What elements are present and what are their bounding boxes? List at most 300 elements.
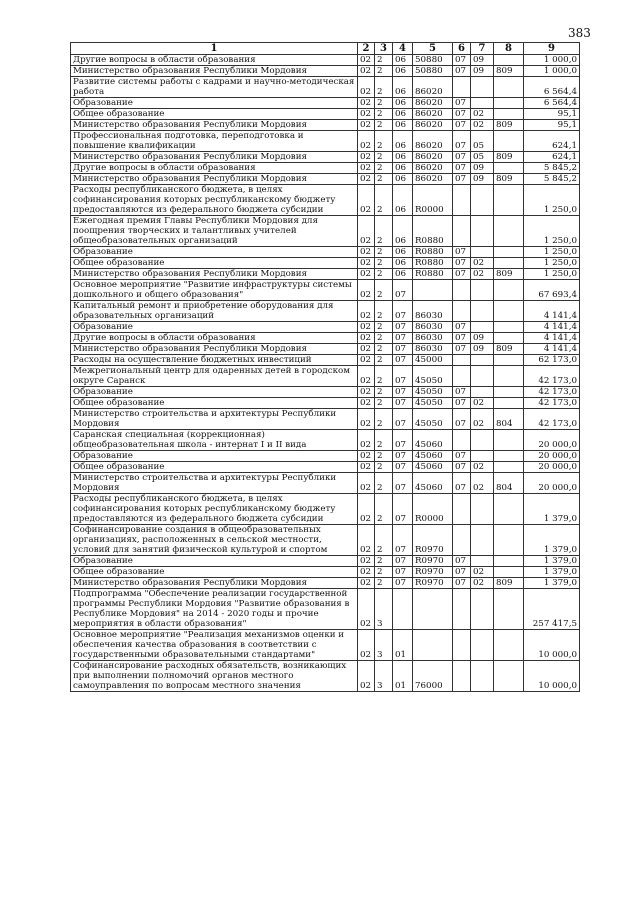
row-direction	[413, 280, 453, 301]
row-direction: 86030	[413, 333, 453, 344]
row-section	[453, 77, 471, 98]
row-amount: 6 564,4	[524, 77, 580, 98]
row-amount: 1 250,0	[524, 185, 580, 216]
row-amount: 1 379,0	[524, 556, 580, 567]
row-subsection: 09	[471, 344, 494, 355]
row-name: Общее образование	[71, 567, 358, 578]
table-row	[71, 462, 580, 473]
row-section: 07	[453, 174, 471, 185]
row-section	[453, 494, 471, 525]
table-row	[71, 131, 580, 152]
row-name: Министерство образования Республики Мордовия	[71, 120, 358, 131]
row-program: 02	[358, 462, 375, 473]
row-amount: 1 250,0	[524, 216, 580, 247]
row-section: 07	[453, 98, 471, 109]
row-subprogram: 3	[375, 661, 393, 692]
row-program: 02	[358, 578, 375, 589]
row-name: Министерство образования Республики Мордовия	[71, 66, 358, 77]
row-subprogram: 3	[375, 630, 393, 661]
row-section	[453, 525, 471, 556]
row-direction: 45060	[413, 430, 453, 451]
row-direction: 76000	[413, 661, 453, 692]
row-measure: 06	[393, 163, 413, 174]
table-row	[71, 366, 580, 387]
row-program: 02	[358, 589, 375, 630]
row-name: Министерство строительства и архитектуры Республики Мордовия	[71, 409, 358, 430]
row-measure: 07	[393, 322, 413, 333]
row-amount: 1 250,0	[524, 258, 580, 269]
row-subsection	[471, 525, 494, 556]
row-ministry: 809	[494, 66, 524, 77]
row-name: Расходы республиканского бюджета, в целях софинансирования которых республиканскому бюджету предоставляются из федерального бюджета субсидии	[71, 185, 358, 216]
table-row	[71, 630, 580, 661]
row-name: Министерство образования Республики Мордовия	[71, 152, 358, 163]
row-subprogram: 2	[375, 269, 393, 280]
row-direction	[413, 630, 453, 661]
row-amount: 62 173,0	[524, 355, 580, 366]
row-program: 02	[358, 247, 375, 258]
row-ministry: 809	[494, 120, 524, 131]
row-ministry	[494, 258, 524, 269]
row-subprogram: 3	[375, 589, 393, 630]
row-amount: 1 379,0	[524, 578, 580, 589]
row-subprogram: 2	[375, 578, 393, 589]
row-direction: 86030	[413, 344, 453, 355]
row-section: 07	[453, 258, 471, 269]
row-subprogram: 2	[375, 451, 393, 462]
row-subsection	[471, 216, 494, 247]
row-direction: R0970	[413, 578, 453, 589]
row-measure: 07	[393, 473, 413, 494]
row-section: 07	[453, 247, 471, 258]
row-name: Другие вопросы в области образования	[71, 163, 358, 174]
row-amount: 20 000,0	[524, 462, 580, 473]
row-section	[453, 430, 471, 451]
row-subsection	[471, 98, 494, 109]
row-measure: 07	[393, 451, 413, 462]
row-direction: 86020	[413, 163, 453, 174]
row-subsection	[471, 355, 494, 366]
row-subsection: 02	[471, 567, 494, 578]
row-program: 02	[358, 355, 375, 366]
row-subprogram: 2	[375, 301, 393, 322]
row-section: 07	[453, 578, 471, 589]
row-subsection: 02	[471, 398, 494, 409]
row-subprogram: 2	[375, 258, 393, 269]
row-amount: 1 000,0	[524, 55, 580, 66]
row-program: 02	[358, 269, 375, 280]
row-program: 02	[358, 174, 375, 185]
row-section: 07	[453, 163, 471, 174]
row-measure: 07	[393, 398, 413, 409]
row-amount: 42 173,0	[524, 387, 580, 398]
table-row	[71, 387, 580, 398]
row-subprogram: 2	[375, 216, 393, 247]
row-direction: R0880	[413, 269, 453, 280]
row-section	[453, 301, 471, 322]
row-direction: 50880	[413, 66, 453, 77]
row-name: Общее образование	[71, 398, 358, 409]
row-amount: 4 141,4	[524, 322, 580, 333]
row-name: Министерство образования Республики Мордовия	[71, 269, 358, 280]
table-row	[71, 451, 580, 462]
row-ministry: 804	[494, 473, 524, 494]
column-header: 8	[494, 43, 524, 55]
row-name: Образование	[71, 247, 358, 258]
row-measure	[393, 589, 413, 630]
table-row	[71, 355, 580, 366]
row-subprogram: 2	[375, 120, 393, 131]
row-ministry	[494, 355, 524, 366]
row-program: 02	[358, 344, 375, 355]
row-measure: 07	[393, 525, 413, 556]
row-ministry	[494, 494, 524, 525]
row-name: Саранская специальная (коррекционная) общеобразовательная школа - интернат I и II вида	[71, 430, 358, 451]
row-direction: 45050	[413, 398, 453, 409]
row-measure: 06	[393, 55, 413, 66]
row-subsection: 02	[471, 109, 494, 120]
row-program: 02	[358, 567, 375, 578]
row-program: 02	[358, 661, 375, 692]
row-program: 02	[358, 216, 375, 247]
row-subsection	[471, 589, 494, 630]
table-row	[71, 258, 580, 269]
row-subsection: 09	[471, 66, 494, 77]
row-ministry	[494, 247, 524, 258]
row-measure: 06	[393, 109, 413, 120]
row-section: 07	[453, 409, 471, 430]
row-ministry: 809	[494, 344, 524, 355]
row-ministry: 809	[494, 152, 524, 163]
row-program: 02	[358, 387, 375, 398]
table-row	[71, 494, 580, 525]
row-amount: 1 379,0	[524, 525, 580, 556]
row-subprogram: 2	[375, 131, 393, 152]
row-section	[453, 366, 471, 387]
row-subsection	[471, 387, 494, 398]
table-row	[71, 333, 580, 344]
row-subprogram: 2	[375, 525, 393, 556]
row-subsection	[471, 630, 494, 661]
row-name: Другие вопросы в области образования	[71, 55, 358, 66]
row-amount: 1 250,0	[524, 269, 580, 280]
row-subsection: 05	[471, 152, 494, 163]
row-measure: 07	[393, 409, 413, 430]
column-header: 7	[471, 43, 494, 55]
row-direction: 45000	[413, 355, 453, 366]
row-subsection	[471, 247, 494, 258]
row-subprogram: 2	[375, 355, 393, 366]
row-ministry	[494, 333, 524, 344]
row-subprogram: 2	[375, 366, 393, 387]
row-subsection: 02	[471, 409, 494, 430]
budget-table	[70, 42, 580, 692]
row-measure: 06	[393, 131, 413, 152]
row-direction	[413, 589, 453, 630]
row-ministry	[494, 451, 524, 462]
row-measure: 06	[393, 66, 413, 77]
row-program: 02	[358, 109, 375, 120]
row-program: 02	[358, 366, 375, 387]
row-section: 07	[453, 55, 471, 66]
row-name: Профессиональная подготовка, переподготовка и повышение квалификации	[71, 131, 358, 152]
row-subprogram: 2	[375, 409, 393, 430]
row-measure: 07	[393, 355, 413, 366]
row-name: Расходы на осуществление бюджетных инвестиций	[71, 355, 358, 366]
row-name: Развитие системы работы с кадрами и научно-методическая работа	[71, 77, 358, 98]
row-amount: 95,1	[524, 120, 580, 131]
row-subsection: 02	[471, 462, 494, 473]
row-program: 02	[358, 322, 375, 333]
row-subsection: 09	[471, 55, 494, 66]
row-amount: 257 417,5	[524, 589, 580, 630]
row-ministry	[494, 661, 524, 692]
row-program: 02	[358, 185, 375, 216]
row-measure: 01	[393, 661, 413, 692]
row-measure: 07	[393, 344, 413, 355]
row-amount: 4 141,4	[524, 333, 580, 344]
row-ministry: 804	[494, 409, 524, 430]
row-name: Софинансирование создания в общеобразовательных организациях, расположенных в сельской местности, условий для занятий физической культурой и спортом	[71, 525, 358, 556]
row-program: 02	[358, 163, 375, 174]
row-subprogram: 2	[375, 387, 393, 398]
row-section: 07	[453, 322, 471, 333]
row-ministry	[494, 109, 524, 120]
row-name: Министерство строительства и архитектуры Республики Мордовия	[71, 473, 358, 494]
row-amount: 6 564,4	[524, 98, 580, 109]
row-subprogram: 2	[375, 152, 393, 163]
row-section	[453, 280, 471, 301]
row-name: Капитальный ремонт и приобретение оборудования для образовательных организаций	[71, 301, 358, 322]
row-program: 02	[358, 301, 375, 322]
row-program: 02	[358, 398, 375, 409]
row-direction: 86030	[413, 301, 453, 322]
row-subprogram: 2	[375, 462, 393, 473]
row-section: 07	[453, 66, 471, 77]
row-amount: 20 000,0	[524, 451, 580, 462]
row-subsection: 09	[471, 333, 494, 344]
table-row	[71, 109, 580, 120]
row-section: 07	[453, 462, 471, 473]
row-direction: R0970	[413, 556, 453, 567]
row-subprogram: 2	[375, 494, 393, 525]
row-program: 02	[358, 66, 375, 77]
row-ministry	[494, 131, 524, 152]
row-direction: 45050	[413, 387, 453, 398]
row-subsection	[471, 366, 494, 387]
row-subsection	[471, 185, 494, 216]
row-subprogram: 2	[375, 77, 393, 98]
row-direction: R0000	[413, 185, 453, 216]
row-measure: 06	[393, 258, 413, 269]
row-direction: 86020	[413, 152, 453, 163]
row-measure: 07	[393, 494, 413, 525]
row-ministry	[494, 387, 524, 398]
row-name: Расходы республиканского бюджета, в целях софинансирования которых республиканскому бюджету предоставляются из федерального бюджета субсидии	[71, 494, 358, 525]
row-subprogram: 2	[375, 556, 393, 567]
row-name: Ежегодная премия Главы Республики Мордовия для поощрения творческих и талантливых учителей общеобразовательных организаций	[71, 216, 358, 247]
row-measure: 06	[393, 247, 413, 258]
row-measure: 07	[393, 301, 413, 322]
column-header: 1	[71, 43, 358, 55]
row-subprogram: 2	[375, 174, 393, 185]
row-measure: 06	[393, 77, 413, 98]
row-amount: 42 173,0	[524, 409, 580, 430]
row-name: Другие вопросы в области образования	[71, 333, 358, 344]
table-row	[71, 152, 580, 163]
row-subprogram: 2	[375, 430, 393, 451]
row-section: 07	[453, 451, 471, 462]
row-ministry	[494, 462, 524, 473]
table-row	[71, 322, 580, 333]
row-amount: 20 000,0	[524, 430, 580, 451]
table-row	[71, 398, 580, 409]
row-direction: 50880	[413, 55, 453, 66]
row-program: 02	[358, 630, 375, 661]
row-program: 02	[358, 98, 375, 109]
row-subsection: 02	[471, 258, 494, 269]
row-subsection: 02	[471, 269, 494, 280]
row-direction: 86020	[413, 98, 453, 109]
row-subprogram: 2	[375, 333, 393, 344]
row-direction: R0000	[413, 494, 453, 525]
row-subprogram: 2	[375, 66, 393, 77]
column-header: 4	[393, 43, 413, 55]
column-header: 3	[375, 43, 393, 55]
row-program: 02	[358, 131, 375, 152]
row-measure: 06	[393, 98, 413, 109]
row-ministry	[494, 185, 524, 216]
row-ministry	[494, 567, 524, 578]
table-row	[71, 589, 580, 630]
row-ministry	[494, 525, 524, 556]
table-row	[71, 185, 580, 216]
row-name: Основное мероприятие "Развитие инфраструктуры системы дошкольного и общего образования"	[71, 280, 358, 301]
row-name: Министерство образования Республики Мордовия	[71, 344, 358, 355]
row-program: 02	[358, 55, 375, 66]
row-ministry	[494, 301, 524, 322]
table-row	[71, 55, 580, 66]
row-name: Министерство образования Республики Мордовия	[71, 174, 358, 185]
row-ministry	[494, 430, 524, 451]
table-row	[71, 567, 580, 578]
row-subsection	[471, 301, 494, 322]
table-row	[71, 280, 580, 301]
row-subsection: 02	[471, 473, 494, 494]
row-direction: R0970	[413, 567, 453, 578]
row-direction: R0880	[413, 247, 453, 258]
row-name: Образование	[71, 451, 358, 462]
row-amount: 4 141,4	[524, 344, 580, 355]
row-amount: 1 379,0	[524, 567, 580, 578]
row-subsection: 09	[471, 174, 494, 185]
row-subprogram: 2	[375, 109, 393, 120]
table-row	[71, 98, 580, 109]
row-section: 07	[453, 567, 471, 578]
row-program: 02	[358, 333, 375, 344]
row-program: 02	[358, 77, 375, 98]
table-row	[71, 77, 580, 98]
row-subprogram: 2	[375, 185, 393, 216]
row-subprogram: 2	[375, 344, 393, 355]
row-name: Межрегиональный центр для одаренных детей в городском округе Саранск	[71, 366, 358, 387]
row-name: Общее образование	[71, 258, 358, 269]
row-subsection	[471, 494, 494, 525]
row-direction: 45060	[413, 451, 453, 462]
row-name: Софинансирование расходных обязательств, возникающих при выполнении полномочий органов местного самоуправления по вопросам местного значения	[71, 661, 358, 692]
row-amount: 67 693,4	[524, 280, 580, 301]
row-amount: 20 000,0	[524, 473, 580, 494]
column-header: 9	[524, 43, 580, 55]
row-section: 07	[453, 556, 471, 567]
row-subsection	[471, 322, 494, 333]
row-program: 02	[358, 120, 375, 131]
row-amount: 10 000,0	[524, 661, 580, 692]
row-ministry	[494, 280, 524, 301]
row-section	[453, 630, 471, 661]
row-subsection: 05	[471, 131, 494, 152]
row-program: 02	[358, 451, 375, 462]
row-subsection	[471, 430, 494, 451]
row-subprogram: 2	[375, 398, 393, 409]
row-section: 07	[453, 269, 471, 280]
row-program: 02	[358, 525, 375, 556]
column-header: 2	[358, 43, 375, 55]
row-section: 07	[453, 109, 471, 120]
row-ministry	[494, 216, 524, 247]
row-ministry	[494, 55, 524, 66]
row-subprogram: 2	[375, 280, 393, 301]
row-subsection: 02	[471, 578, 494, 589]
row-ministry	[494, 77, 524, 98]
table-row	[71, 556, 580, 567]
row-ministry	[494, 98, 524, 109]
table-row	[71, 301, 580, 322]
row-measure: 06	[393, 216, 413, 247]
row-measure: 06	[393, 174, 413, 185]
row-direction: 86020	[413, 174, 453, 185]
row-subsection	[471, 451, 494, 462]
table-row	[71, 66, 580, 77]
row-measure: 06	[393, 120, 413, 131]
row-direction: 86020	[413, 109, 453, 120]
row-section: 07	[453, 344, 471, 355]
row-amount: 624,1	[524, 131, 580, 152]
row-measure: 07	[393, 366, 413, 387]
row-section	[453, 589, 471, 630]
table-row	[71, 269, 580, 280]
row-section	[453, 661, 471, 692]
row-program: 02	[358, 430, 375, 451]
table-row	[71, 120, 580, 131]
row-subsection	[471, 556, 494, 567]
row-section: 07	[453, 333, 471, 344]
row-direction: 45050	[413, 409, 453, 430]
table-row	[71, 578, 580, 589]
row-subprogram: 2	[375, 322, 393, 333]
row-ministry	[494, 322, 524, 333]
row-amount: 1 379,0	[524, 494, 580, 525]
row-program: 02	[358, 556, 375, 567]
row-section: 07	[453, 398, 471, 409]
table-row	[71, 661, 580, 692]
row-name: Образование	[71, 322, 358, 333]
row-direction: 45060	[413, 462, 453, 473]
row-amount: 42 173,0	[524, 366, 580, 387]
row-subsection	[471, 661, 494, 692]
row-measure: 07	[393, 567, 413, 578]
table-header-row	[71, 43, 580, 55]
